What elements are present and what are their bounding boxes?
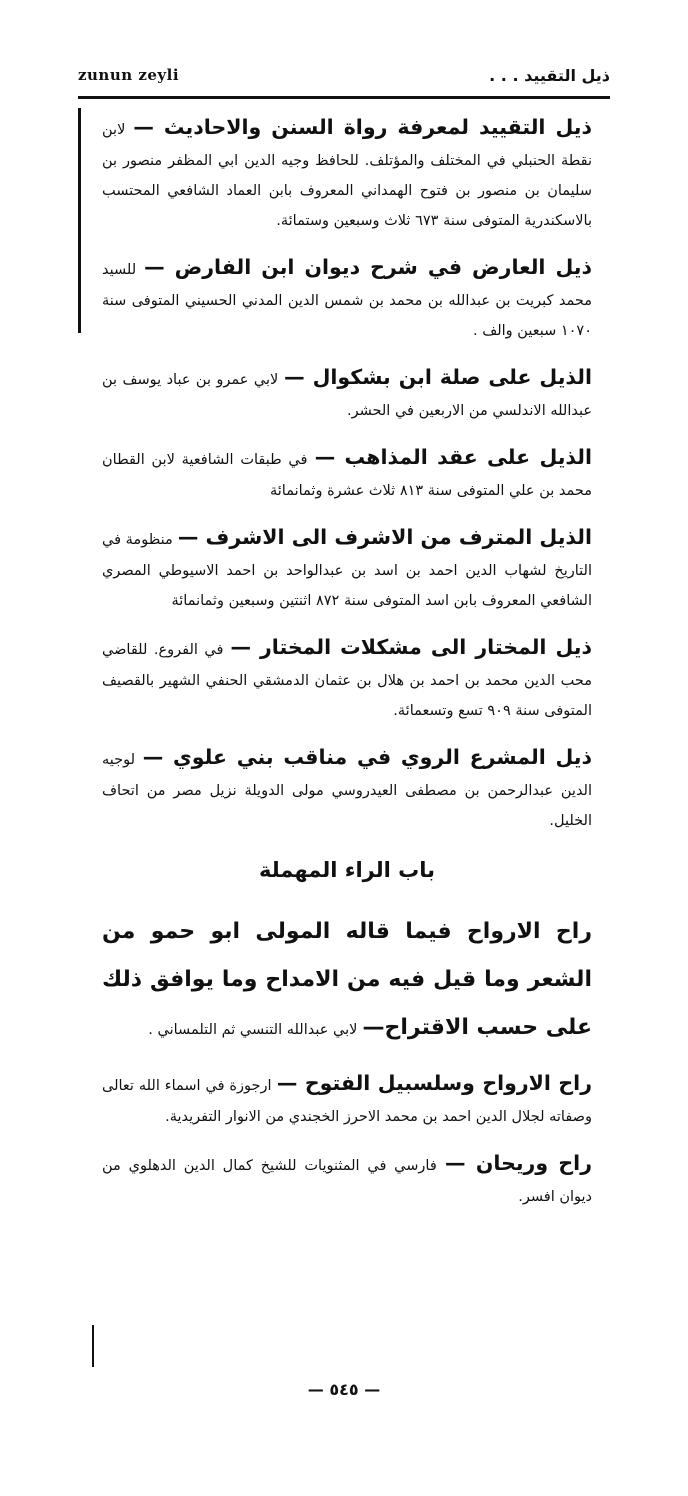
header-rule [78,96,610,99]
entry-title: راح وريحان — [445,1151,593,1175]
entry-body: في الفروع. للقاضي محب الدين محمد بن احمد بن هلال بن عثمان الدمشقي الحنفي الشهير بالقصيف المتوفى سنة ٩٠٩ تسع وتسعمائة. [102,642,592,719]
entry-title: ذيل العارض في شرح ديوان ابن الفارض — [144,255,592,279]
entry [102,248,592,346]
entry [102,1064,592,1132]
entry-body: ارجوزة في اسماء الله تعالى وصفاته لجلال الدين احمد بن محمد الاحرز الخجندي من الانوار التفريدية. [102,1078,592,1125]
entry-title: ذيل المختار الى مشكلات المختار — [230,635,593,659]
entry-body: لوجيه الدين عبدالرحمن بن مصطفى العيدروسي مولى الدويلة نزيل مصر من اتحاف الخليل. [102,752,592,829]
entry-title: الذيل على صلة ابن بشكوال — [284,365,592,389]
entry-body: في طبقات الشافعية لابن القطان محمد بن علي المتوفى سنة ٨١٣ ثلاث عشرة وثمانمائة [102,452,592,499]
entry-title: ذيل المشرع الروي في مناقب بني علوي — [142,745,592,769]
margin-bar-lower [92,1325,94,1367]
margin-bar [78,108,81,333]
entry-body: منظومة في التاريخ لشهاب الدين احمد بن اسد بن عبدالواحد بن احمد الاسيوطي المصري الشافعي المعروف بابن اسد المتوفى سنة ٨٧٢ اثنتين وسبعين وثمانمائة [102,532,592,609]
entry [102,908,592,1052]
entry-title: الذيل المترف من الاشرف الى الاشرف — [177,525,592,549]
entry-title: الذيل على عقد المذاهب — [314,445,592,469]
entry-title: ذيل التقييد لمعرفة رواة السنن والاحاديث — [133,115,592,139]
page-number: — ٥٤٥ — [307,1380,381,1399]
entry [102,628,592,726]
entry [102,738,592,836]
entry [102,108,592,236]
entry-title: راح الارواح فيما قاله المولى ابو حمو من الشعر وما قيل فيه من الامداح وما يوافق ذلك على حسب الاقتراح— [102,919,592,1040]
entry-body: لابي عبدالله التنسي ثم التلمساني . [148,1022,358,1038]
entry-body: فارسي في المثنويات للشيخ كمال الدين الدهلوي من ديوان افسر. [102,1158,592,1205]
page-content [102,108,592,1224]
header-arabic-title: ذيل التقييد . . . [489,65,610,85]
entry [102,358,592,426]
entry-body: للسيد محمد كبريت بن عبدالله بن محمد بن شمس الدين المدني الحسيني المتوفى سنة ١٠٧٠ سبعين والف . [102,262,592,339]
entry-body: لابي عمرو بن عباد يوسف بن عبدالله الاندلسي من الاربعين في الحشر. [102,372,592,419]
entry [102,518,592,616]
entry-body: لابن نقطة الحنبلي في المختلف والمؤتلف. للحافظ وجيه الدين ابي المظفر منصور بن سليمان بن منصور بن فتوح الهمداني المعروف بابن العماد الشافعي المحتسب بالاسكندرية المتوفى سنة ٦٧٣ ثلاث وسبعين وستمائة. [102,122,592,229]
entry [102,438,592,506]
header-latin-title: zunun zeyli [78,66,180,84]
entry [102,1144,592,1212]
running-header [78,60,610,90]
section-heading: باب الراء المهملة [259,858,435,882]
entry-title: راح الارواح وسلسبيل الفتوح — [276,1071,592,1095]
